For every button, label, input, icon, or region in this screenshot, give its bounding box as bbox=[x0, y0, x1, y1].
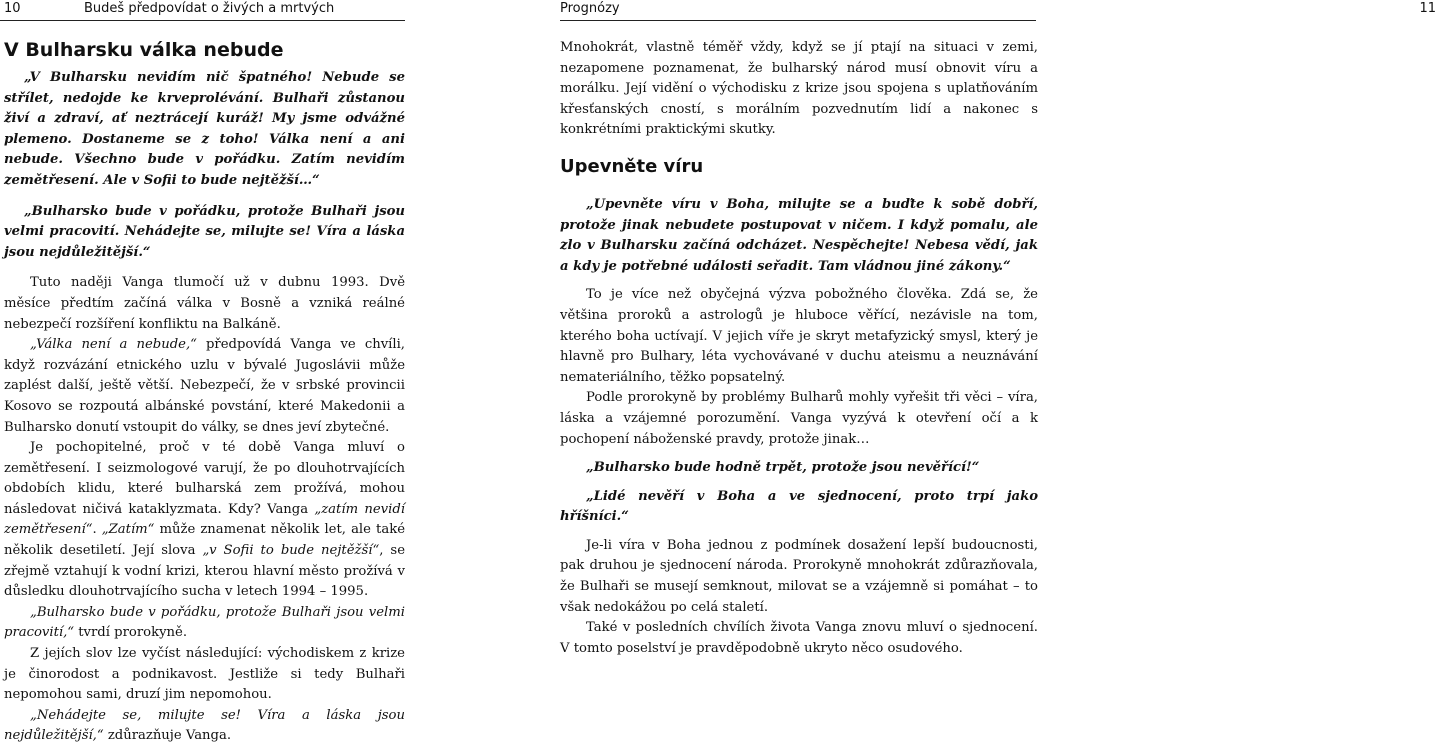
paragraph-text: zdůrazňuje Vanga. bbox=[103, 728, 232, 744]
paragraph: Tuto naději Vanga tlumočí už v dubnu 1993. Dvě měsíce předtím začíná válka v Bosně a vzniká reálné nebezpečí rozšíření konfliktu na Balkáně. bbox=[4, 275, 405, 332]
quote-block: „Lidé nevěří v Boha a ve sjednocení, proto trpí jako hříšníci.“ bbox=[560, 488, 1038, 525]
paragraph-text: může znamenat několik let, ale také několik desetiletí. Její slova bbox=[4, 522, 405, 559]
quote-block: „Upevněte víru v Boha, milujte se a buďte k sobě dobří, protože jinak nebudete postupovat v ničem. I když pomalu, ale zlo v Bulharsku začíná odcházet. Nespěchejte! Nebesa vědí, jak a kdy je potřebné události seřadit. Tam vládnou jiné zákony.“ bbox=[560, 196, 1038, 274]
paragraph-text: Je pochopitelné, proč v té době Vanga mluví o zemětřesení. I seizmologové varují, že po dlouhotrvajících obdobích klidu, které bulharská zem prožívá, mohou následovat ničivá kataklyzmata. Kdy? Vanga bbox=[4, 440, 405, 517]
left-page-number: 10 bbox=[4, 1, 21, 16]
quote-block: „V Bulharsku nevidím nič špatného! Nebude se střílet, nedojde ke krveprolévání. Bulhaři zůstanou živí a zdraví, ať neztrácejí kuráž! My jsme odvážné plemeno. Dostaneme se z toho! Válka není a ani nebude. Všechno bude v pořádku. Zatím nevidím zemětřesení. Ale v Sofii to bude nejtěžší…“ bbox=[4, 70, 405, 188]
right-running-head bbox=[560, 0, 1436, 20]
paragraph bbox=[4, 438, 405, 603]
left-page bbox=[0, 0, 480, 744]
inline-quote: „Bulharsko bude v pořádku, protože Bulhaři jsou velmi pracovití,“ bbox=[4, 604, 405, 641]
paragraph-text: tvrdí prorokyně. bbox=[74, 625, 188, 641]
left-header-rule bbox=[0, 20, 405, 21]
paragraph bbox=[4, 603, 405, 644]
inline-quote: „Válka není a nebude,“ bbox=[30, 337, 197, 353]
paragraph bbox=[4, 335, 405, 438]
paragraph: Podle prorokyně by problémy Bulharů mohly vyřešit tři věci – víra, láska a vzájemné porozumění. Vanga vyzývá k otevření očí a k pochopení náboženské pravdy, protože jinak… bbox=[560, 390, 1038, 447]
paragraph: To je více než obyčejná výzva pobožného člověka. Zdá se, že většina proroků a astrologů je hluboce věřící, nezávisle na tom, kterého boha uctívají. V jejich víře je skryt metafyzický smysl, který je hlavně pro Bulhary, léta vychovávané v duchu ateismu a neuznávání nemateriálního, těžko popsatelný. bbox=[560, 287, 1038, 385]
paragraph: Z jejích slov lze vyčíst následující: východiskem z krize je činorodost a podnikavost. Jestliže si tedy Bulhaři nepomohou sami, druzí jim nepomohou. bbox=[4, 646, 405, 703]
inline-quote: „zatím nevidí zemětřesení“ bbox=[4, 501, 405, 538]
right-header-rule bbox=[560, 20, 1036, 21]
section-title: Upevněte víru bbox=[560, 155, 704, 177]
paragraph bbox=[4, 706, 405, 747]
right-page bbox=[480, 0, 1436, 660]
paragraph-text: předpovídá Vanga ve chvíli, když rozvázání etnického uzlu v bývalé Jugoslávii může zaplést další, ještě větší. Nebezpečí, že v srbské provincii Kosovo se rozpoutá albánské povstání, které Makedonii a Bulharsko donutí vstoupit do války, se dnes jeví zbytečné. bbox=[4, 337, 405, 435]
quote-block: „Bulharsko bude hodně trpět, protože jsou nevěřící!“ bbox=[586, 460, 980, 476]
paragraph-text: , se zřejmě vztahují k vodní krizi, kterou hlavní město prožívá v důsledku dlouhotrvajícího sucha v letech 1994 – 1995. bbox=[4, 543, 405, 600]
chapter-title: V Bulharsku válka nebude bbox=[4, 39, 284, 61]
left-running-title: Budeš předpovídat o živých a mrtvých bbox=[84, 1, 335, 16]
paragraph: Mnohokrát, vlastně téměř vždy, když se jí ptají na situaci v zemi, nezapomene poznamenat, že bulharský národ musí obnovit víru a morálku. Její vidění o východisku z krize jsou spojena s uplatňováním křesťanských cností, s morálním pozvednutím lidí a nakonec s konkrétními praktickými skutky. bbox=[560, 40, 1038, 138]
paragraph-text: . bbox=[92, 522, 102, 538]
right-page-number: 11 bbox=[1419, 1, 1436, 16]
quote-block: „Bulharsko bude v pořádku, protože Bulhaři jsou velmi pracovití. Nehádejte se, milujte se! Víra a láska jsou nejdůležitější.“ bbox=[4, 203, 405, 260]
inline-quote: „v Sofii to bude nejtěžší“ bbox=[202, 543, 380, 559]
inline-quote: „Nehádejte se, milujte se! Víra a láska jsou nejdůležitější,“ bbox=[4, 707, 405, 744]
paragraph: Je-li víra v Boha jednou z podmínek dosažení lepší budoucnosti, pak druhou je sjednocení národa. Prorokyně mnohokrát zdůrazňovala, že Bulhaři se musejí semknout, milovat se a vzájemně si pomáhat – to však nedokážou po celá staletí. bbox=[560, 537, 1038, 615]
left-text-column bbox=[4, 38, 405, 747]
inline-quote: „Zatím“ bbox=[101, 522, 155, 538]
right-running-title: Prognózy bbox=[560, 1, 620, 16]
left-running-head bbox=[4, 0, 404, 20]
paragraph: Také v posledních chvílích života Vanga znovu mluví o sjednocení. V tomto poselství je pravděpodobně ukryto něco osudového. bbox=[560, 620, 1038, 656]
right-text-column bbox=[560, 38, 1038, 659]
